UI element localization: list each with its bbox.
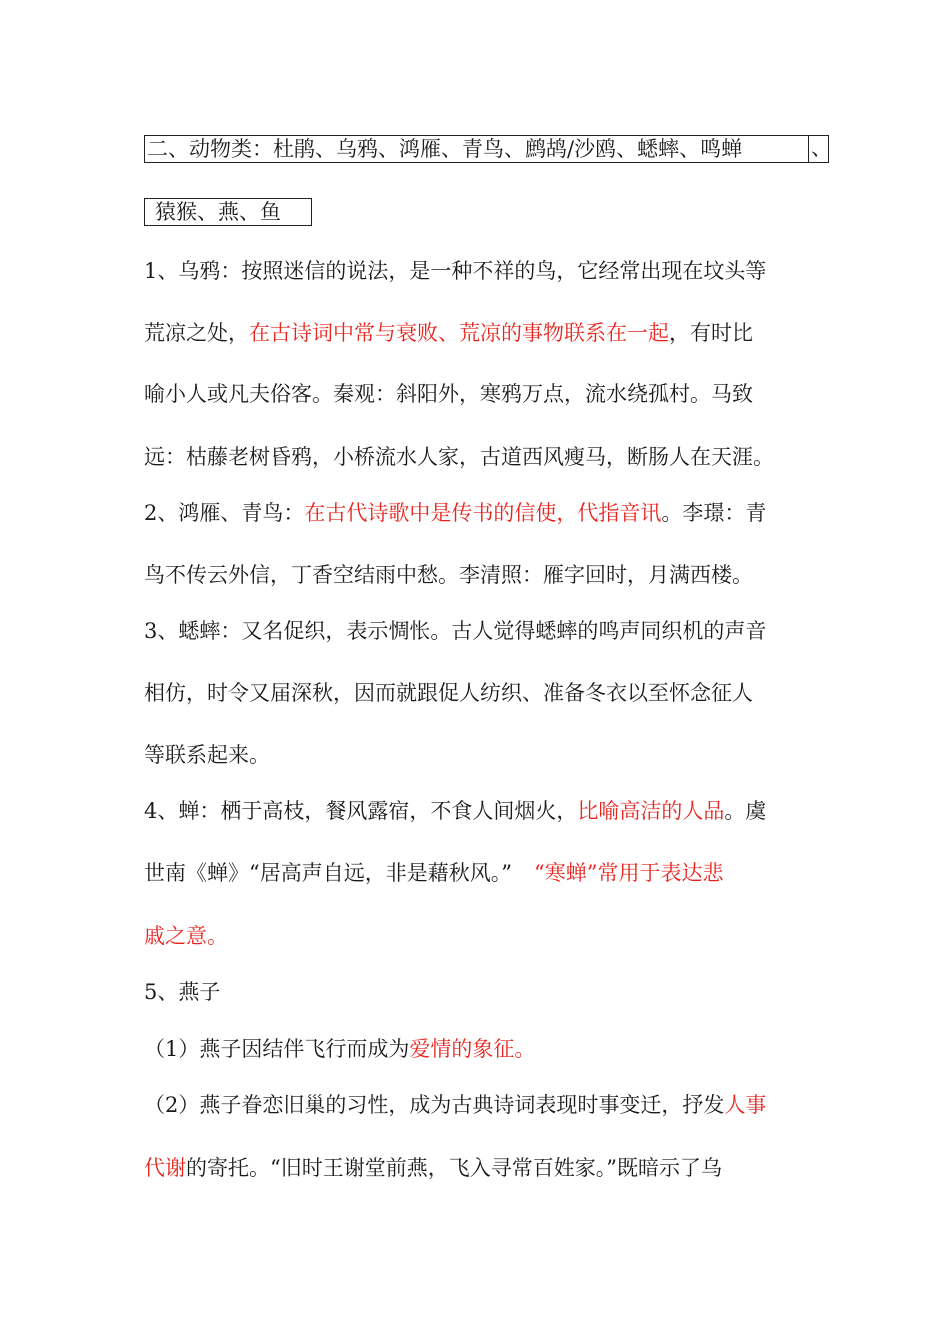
section-heading-box-2 bbox=[144, 198, 312, 226]
cricket-line-2: 相仿，时令又届深秋，因而就跟促人纺织、准备冬衣以至怀念征人 bbox=[144, 681, 753, 705]
section-heading-tail: 、 bbox=[808, 135, 832, 163]
swallow-point-1 bbox=[144, 1036, 535, 1062]
swallow-point-2 bbox=[144, 1092, 766, 1118]
cicada-line-2 bbox=[144, 860, 723, 886]
crow-highlight: 在古诗词中常与衰败、荒凉的事物联系在一起 bbox=[249, 321, 669, 345]
goose-text: 2、鸿雁、青鸟： bbox=[144, 501, 305, 525]
goose-line-1 bbox=[144, 500, 766, 526]
cricket-line-1: 3、蟋蟀：又名促织，表示惆怅。古人觉得蟋蟀的鸣声同织机的声音 bbox=[144, 619, 767, 643]
crow-line-3: 喻小人或凡夫俗客。秦观：斜阳外，寒鸦万点，流水绕孤村。马致 bbox=[144, 382, 753, 406]
swallow-highlight: 代谢 bbox=[144, 1156, 186, 1180]
crow-line-4: 远：枯藤老树昏鸦，小桥流水人家，古道西风瘦马，断肠人在天涯。 bbox=[144, 445, 774, 469]
swallow-text: 的寄托。“旧时王谢堂前燕，飞入寻常百姓家。”既暗示了乌 bbox=[186, 1156, 722, 1180]
cicada-text: 。虞 bbox=[724, 799, 767, 823]
crow-line-2 bbox=[144, 320, 753, 346]
cicada-text: 4、蝉：栖于高枝，餐风露宿，不食人间烟火， bbox=[144, 799, 578, 823]
section-heading-line1: 二、动物类：杜鹃、乌鸦、鸿雁、青鸟、鹧鸪/沙鸥、蟋蟀、鸣蝉 bbox=[147, 137, 743, 161]
cicada-line-1 bbox=[144, 798, 766, 824]
cicada-line-3: 戚之意。 bbox=[144, 924, 228, 948]
goose-text: 。李璟：青 bbox=[661, 501, 767, 525]
section-heading-box bbox=[144, 135, 829, 163]
swallow-text: （1）燕子因结伴飞行而成为 bbox=[144, 1037, 410, 1061]
cicada-highlight: “寒蝉”常用于表达悲 bbox=[533, 861, 724, 885]
goose-line-2: 鸟不传云外信，丁香空结雨中愁。李清照：雁字回时，月满西楼。 bbox=[144, 563, 753, 587]
goose-highlight: 在古代诗歌中是传书的信使，代指音讯 bbox=[304, 501, 662, 525]
section-heading-line2: 猿猴、燕、鱼 bbox=[155, 200, 281, 224]
cicada-text: 世南《蝉》“居高声自远，非是藉秋风。” bbox=[144, 861, 512, 885]
swallow-title: 5、燕子 bbox=[144, 980, 221, 1004]
cricket-line-3: 等联系起来。 bbox=[144, 743, 270, 767]
crow-line-1: 1、乌鸦：按照迷信的说法，是一种不祥的鸟，它经常出现在坟头等 bbox=[144, 259, 767, 283]
swallow-highlight: 爱情的象征。 bbox=[409, 1037, 536, 1061]
crow-text: ，有时比 bbox=[669, 321, 753, 345]
swallow-text: （2）燕子眷恋旧巢的习性，成为古典诗词表现时事变迁，抒发 bbox=[144, 1093, 725, 1117]
swallow-point-2-cont bbox=[144, 1155, 722, 1181]
swallow-highlight: 人事 bbox=[724, 1093, 767, 1117]
cicada-highlight: 比喻高洁的人品 bbox=[577, 799, 725, 823]
crow-text: 荒凉之处， bbox=[144, 321, 249, 345]
